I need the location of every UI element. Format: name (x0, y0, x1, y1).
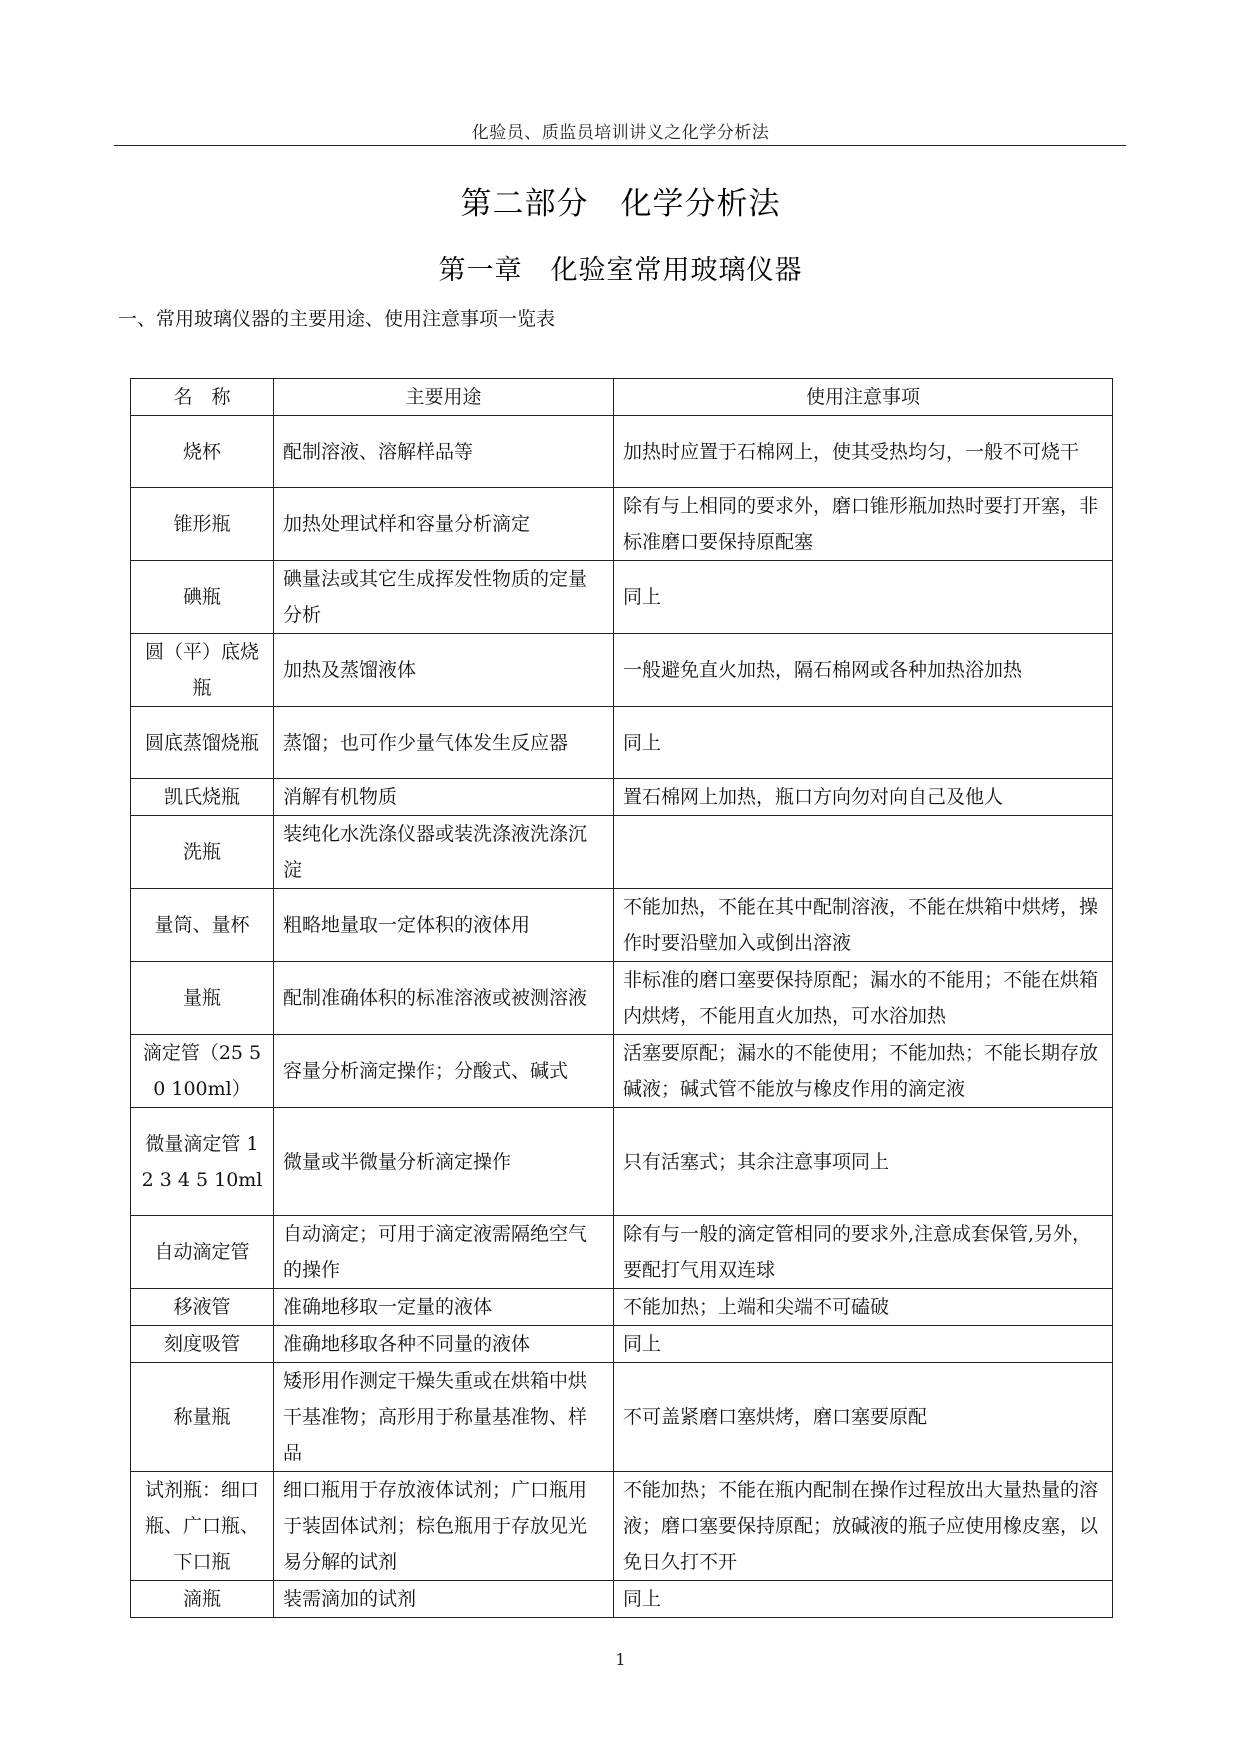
instrument-name: 锥形瓶 (131, 488, 274, 561)
instrument-name: 试剂瓶：细口瓶、广口瓶、下口瓶 (131, 1472, 274, 1581)
instrument-note: 不能加热；上端和尖端不可磕破 (614, 1289, 1113, 1326)
table-row (131, 779, 1113, 816)
table-row (131, 1363, 1113, 1472)
instrument-use: 加热处理试样和容量分析滴定 (274, 488, 614, 561)
instrument-name: 量筒、量杯 (131, 889, 274, 962)
instrument-name: 滴瓶 (131, 1581, 274, 1618)
instrument-note: 除有与一般的滴定管相同的要求外,注意成套保管,另外，要配打气用双连球 (614, 1216, 1113, 1289)
table-row (131, 816, 1113, 889)
header-rule (114, 145, 1126, 146)
table-row (131, 561, 1113, 634)
table-row (131, 634, 1113, 707)
instrument-name: 圆（平）底烧瓶 (131, 634, 274, 707)
instrument-name: 圆底蒸馏烧瓶 (131, 707, 274, 779)
instrument-name: 烧杯 (131, 416, 274, 488)
instrument-use: 粗略地量取一定体积的液体用 (274, 889, 614, 962)
instrument-use: 装纯化水洗涤仪器或装洗涤液洗涤沉淀 (274, 816, 614, 889)
header-name: 名 称 (131, 379, 274, 416)
table-row (131, 1035, 1113, 1108)
instrument-use: 矮形用作测定干燥失重或在烘箱中烘干基准物；高形用于称量基准物、样品 (274, 1363, 614, 1472)
table-row (131, 707, 1113, 779)
table-row (131, 1472, 1113, 1581)
instrument-note: 同上 (614, 561, 1113, 634)
running-header: 化验员、质监员培训讲义之化学分析法 (471, 123, 770, 143)
instrument-note: 不能加热，不能在其中配制溶液，不能在烘箱中烘烤，操作时要沿壁加入或倒出溶液 (614, 889, 1113, 962)
table-row (131, 962, 1113, 1035)
table-row (131, 889, 1113, 962)
instrument-note: 同上 (614, 707, 1113, 779)
header-use: 主要用途 (274, 379, 614, 416)
instrument-name: 移液管 (131, 1289, 274, 1326)
table-row (131, 1108, 1113, 1216)
instrument-use: 加热及蒸馏液体 (274, 634, 614, 707)
part-title: 第二部分 化学分析法 (460, 186, 781, 222)
instrument-use: 准确地移取各种不同量的液体 (274, 1326, 614, 1363)
header-note: 使用注意事项 (614, 379, 1113, 416)
table-row (131, 488, 1113, 561)
instrument-note: 同上 (614, 1326, 1113, 1363)
instrument-use: 细口瓶用于存放液体试剂；广口瓶用于装固体试剂；棕色瓶用于存放见光易分解的试剂 (274, 1472, 614, 1581)
instrument-name: 洗瓶 (131, 816, 274, 889)
section-title: 一、常用玻璃仪器的主要用途、使用注意事项一览表 (118, 308, 556, 330)
instrument-use: 装需滴加的试剂 (274, 1581, 614, 1618)
instrument-use: 消解有机物质 (274, 779, 614, 816)
table-row (131, 1326, 1113, 1363)
page-number: 1 (615, 1650, 626, 1669)
instrument-name: 自动滴定管 (131, 1216, 274, 1289)
instrument-use: 容量分析滴定操作；分酸式、碱式 (274, 1035, 614, 1108)
instrument-note: 只有活塞式；其余注意事项同上 (614, 1108, 1113, 1216)
table-row (131, 1581, 1113, 1618)
instrument-note: 非标准的磨口塞要保持原配；漏水的不能用；不能在烘箱内烘烤，不能用直火加热，可水浴加热 (614, 962, 1113, 1035)
instrument-name: 凯氏烧瓶 (131, 779, 274, 816)
table-row (131, 416, 1113, 488)
instrument-use: 配制准确体积的标准溶液或被测溶液 (274, 962, 614, 1035)
instrument-name: 量瓶 (131, 962, 274, 1035)
chapter-title: 第一章 化验室常用玻璃仪器 (438, 255, 803, 286)
instrument-use: 配制溶液、溶解样品等 (274, 416, 614, 488)
table-row (131, 1216, 1113, 1289)
instrument-use: 准确地移取一定量的液体 (274, 1289, 614, 1326)
instrument-note: 不能加热；不能在瓶内配制在操作过程放出大量热量的溶液；磨口塞要保持原配；放碱液的瓶子应使用橡皮塞，以免日久打不开 (614, 1472, 1113, 1581)
instrument-name: 刻度吸管 (131, 1326, 274, 1363)
instrument-note: 置石棉网上加热，瓶口方向勿对向自己及他人 (614, 779, 1113, 816)
instrument-note: 同上 (614, 1581, 1113, 1618)
instrument-use: 碘量法或其它生成挥发性物质的定量分析 (274, 561, 614, 634)
instrument-name: 称量瓶 (131, 1363, 274, 1472)
instrument-use: 蒸馏；也可作少量气体发生反应器 (274, 707, 614, 779)
instrument-note: 不可盖紧磨口塞烘烤，磨口塞要原配 (614, 1363, 1113, 1472)
instrument-note: 一般避免直火加热，隔石棉网或各种加热浴加热 (614, 634, 1113, 707)
instrument-note: 加热时应置于石棉网上，使其受热均匀，一般不可烧干 (614, 416, 1113, 488)
instrument-use: 微量或半微量分析滴定操作 (274, 1108, 614, 1216)
instrument-note: 活塞要原配；漏水的不能使用；不能加热；不能长期存放碱液；碱式管不能放与橡皮作用的滴定液 (614, 1035, 1113, 1108)
instrument-name: 微量滴定管 1 2 3 4 5 10ml (131, 1108, 274, 1216)
table-row (131, 1289, 1113, 1326)
instrument-note (614, 816, 1113, 889)
instrument-note: 除有与上相同的要求外，磨口锥形瓶加热时要打开塞，非标准磨口要保持原配塞 (614, 488, 1113, 561)
table-header-row (131, 379, 1113, 416)
instrument-name: 滴定管（25 50 100ml） (131, 1035, 274, 1108)
instrument-name: 碘瓶 (131, 561, 274, 634)
instrument-use: 自动滴定；可用于滴定液需隔绝空气的操作 (274, 1216, 614, 1289)
instrument-table (130, 378, 1113, 1618)
